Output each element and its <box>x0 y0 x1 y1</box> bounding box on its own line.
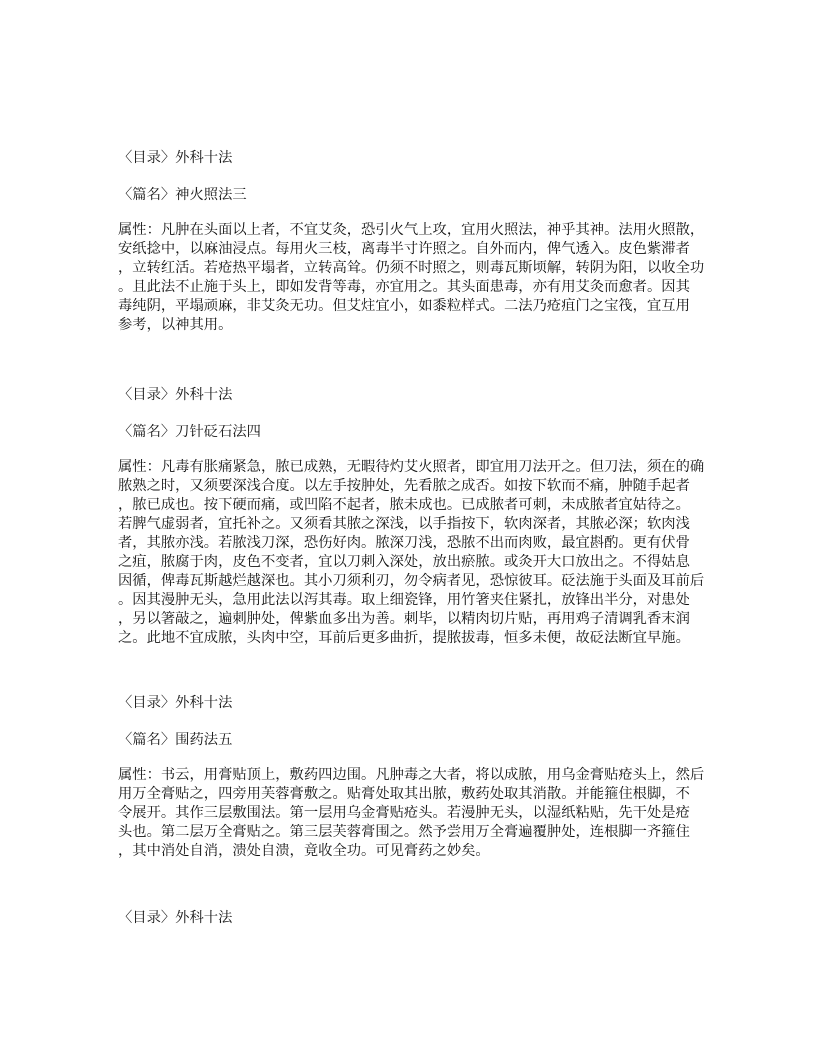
body-line: ，立转红活。若疮热平塌者，立转高耸。仍须不时照之，则毒瓦斯顷解，转阴为阳，以收全功 <box>118 260 705 276</box>
body-line: 令展开。其作三层敷围法。第一层用乌金膏贴疮头。若漫肿无头，以湿纸粘贴，先干处是疮 <box>118 805 690 821</box>
section-body <box>118 766 718 861</box>
catalog-heading: 〈目录〉外科十法 <box>118 910 233 926</box>
catalog-heading: 〈目录〉外科十法 <box>118 695 233 711</box>
body-line: 安纸捻中，以麻油浸点。每用火三枝，离毒半寸许照之。自外而内，俾气透入。皮色紫滞者 <box>118 241 690 257</box>
body-line: 脓熟之时，又须要深浅合度。以左手按肿处，先看脓之成否。如按下软而不痛，肿随手起者 <box>118 478 690 494</box>
section-2 <box>118 386 718 648</box>
body-line: 。因其漫肿无头，急用此法以泻其毒。取上细瓷锋，用竹箸夹住紧扎，放锋出半分，对患处 <box>118 592 690 608</box>
body-line: 者，其脓亦浅。若脓浅刀深，恐伤好肉。脓深刀浅，恐脓不出而肉败，最宜斟酌。更有伏骨 <box>118 535 690 551</box>
body-line: 属性：书云，用膏贴顶上，敷药四边围。凡肿毒之大者，将以成脓，用乌金膏贴疮头上，然后 <box>118 767 705 783</box>
body-line: 属性：凡毒有胀痛紧急，脓已成熟，无暇待灼艾火照者，即宜用刀法开之。但刀法，须在的确 <box>118 459 705 475</box>
section-body <box>118 221 718 335</box>
section-title: 〈篇名〉围药法五 <box>118 732 233 748</box>
body-line: 参考，以神其用。 <box>118 317 233 333</box>
body-line: 毒纯阴，平塌顽麻，非艾灸无功。但艾炷宜小，如黍粒样式。二法乃疮疽门之宝筏，宜互用 <box>118 298 690 314</box>
section-body <box>118 458 718 648</box>
section-title: 〈篇名〉刀针砭石法四 <box>118 424 261 440</box>
body-line: 之疽，脓腐于肉，皮色不变者，宜以刀刺入深处，放出瘀脓。或灸开大口放出之。不得姑息 <box>118 554 690 570</box>
body-line: 用万全膏贴之，四旁用芙蓉膏敷之。贴膏处取其出脓，敷药处取其消散。并能箍住根脚，不 <box>118 786 690 802</box>
catalog-heading: 〈目录〉外科十法 <box>118 150 233 166</box>
section-3 <box>118 694 718 861</box>
section-1 <box>118 149 718 335</box>
body-line: ，脓已成也。按下硬而痛，或凹陷不起者，脓未成也。已成脓者可刺，未成脓者宜姑待之。 <box>118 497 690 513</box>
body-line: 头也。第二层万全膏贴之。第三层芙蓉膏围之。然予尝用万全膏遍覆肿处，连根脚一齐箍住 <box>118 824 690 840</box>
section-4 <box>118 909 718 928</box>
section-title: 〈篇名〉神火照法三 <box>118 187 247 203</box>
catalog-heading: 〈目录〉外科十法 <box>118 387 233 403</box>
body-line: 之。此地不宜成脓，头肉中空，耳前后更多曲折，提脓拔毒，恒多未便，故砭法断宜早施。 <box>118 630 690 646</box>
body-line: 因循，俾毒瓦斯越烂越深也。其小刀须利刃，勿令病者见，恐惊彼耳。砭法施于头面及耳前后 <box>118 573 705 589</box>
body-line: 若脾气虚弱者，宜托补之。又须看其脓之深浅，以手指按下，软肉深者，其脓必深；软肉浅 <box>118 516 690 532</box>
body-line: 。且此法不止施于头上，即如发背等毒，亦宜用之。其头面患毒，亦有用艾灸而愈者。因其 <box>118 279 690 295</box>
body-line: ，另以箸敲之，遍刺肿处，俾紫血多出为善。刺毕，以精肉切片贴，再用鸡子清调乳香末润 <box>118 611 690 627</box>
body-line: ，其中消处自消，溃处自溃，竟收全功。可见膏药之妙矣。 <box>118 843 490 859</box>
body-line: 属性：凡肿在头面以上者，不宜艾灸，恐引火气上攻，宜用火照法，神乎其神。法用火照散， <box>118 222 705 238</box>
